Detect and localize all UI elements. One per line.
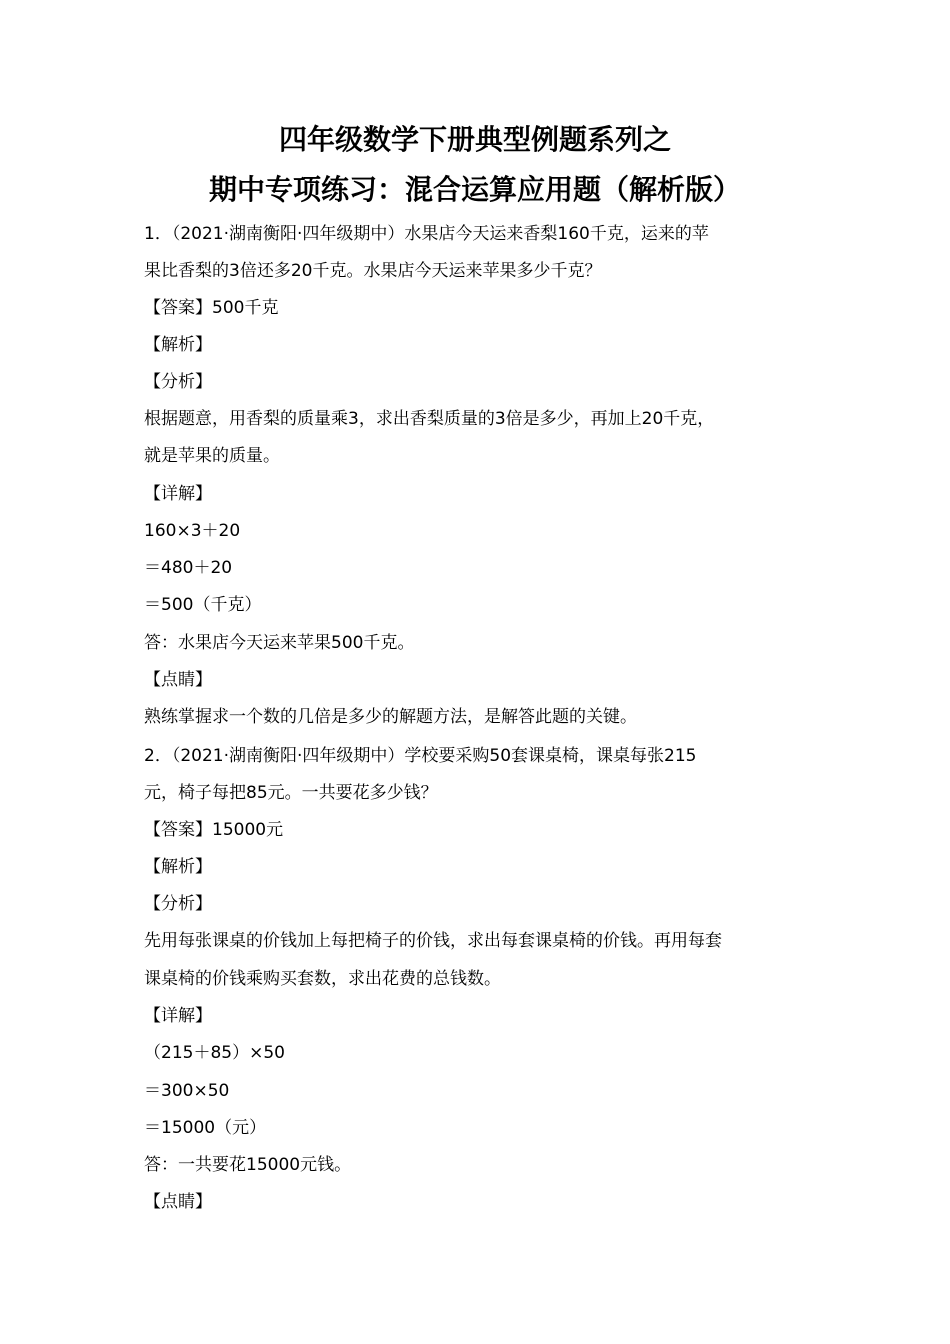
q1-fenxi-label: 【分析】 <box>144 372 212 392</box>
q2-step-3: ＝15000（元） <box>144 1118 267 1138</box>
q2-fenxi-line-1: 先用每张课桌的价钱加上每把椅子的价钱，求出每套课桌椅的价钱。再用每套 <box>144 931 722 951</box>
q1-xiangjie-label: 【详解】 <box>144 484 212 504</box>
q2-answer: 【答案】15000元 <box>144 820 284 840</box>
q2-step-2: ＝300×50 <box>144 1081 230 1101</box>
q2-jiexi-label: 【解析】 <box>144 857 212 877</box>
q1-fenxi-line-2: 就是苹果的质量。 <box>144 446 280 466</box>
q2-fenxi-line-2: 课桌椅的价钱乘购买套数，求出花费的总钱数。 <box>144 969 501 989</box>
q1-conclusion: 答：水果店今天运来苹果500千克。 <box>144 633 415 653</box>
q2-stem-line-2: 元，椅子每把85元。一共要花多少钱？ <box>144 783 438 803</box>
q1-step-1: 160×3＋20 <box>144 521 241 541</box>
q2-xiangjie-label: 【详解】 <box>144 1006 212 1026</box>
document-title-line-2: 期中专项练习：混合运算应用题（解析版） <box>208 173 741 206</box>
q1-stem-line-1: 1．（2021·湖南衡阳·四年级期中）水果店今天运来香梨160千克，运来的苹 <box>144 224 709 244</box>
q1-answer: 【答案】500千克 <box>144 298 279 318</box>
document-title-line-1: 四年级数学下册典型例题系列之 <box>278 123 671 156</box>
q1-stem-line-2: 果比香梨的3倍还多20千克。水果店今天运来苹果多少千克？ <box>144 261 602 281</box>
q1-step-2: ＝480＋20 <box>144 558 233 578</box>
q1-dianjing: 熟练掌握求一个数的几倍是多少的解题方法，是解答此题的关键。 <box>144 707 637 727</box>
q1-jiexi-label: 【解析】 <box>144 335 212 355</box>
q2-step-1: （215＋85）×50 <box>144 1043 285 1063</box>
q1-step-3: ＝500（千克） <box>144 595 262 615</box>
q1-fenxi-line-1: 根据题意，用香梨的质量乘3，求出香梨质量的3倍是多少，再加上20千克， <box>144 409 715 429</box>
q2-fenxi-label: 【分析】 <box>144 894 212 914</box>
q2-stem-line-1: 2．（2021·湖南衡阳·四年级期中）学校要采购50套课桌椅，课桌每张215 <box>144 746 697 766</box>
q2-conclusion: 答：一共要花15000元钱。 <box>144 1155 352 1175</box>
q2-dianjing-label: 【点睛】 <box>144 1192 212 1212</box>
q1-dianjing-label: 【点睛】 <box>144 670 212 690</box>
